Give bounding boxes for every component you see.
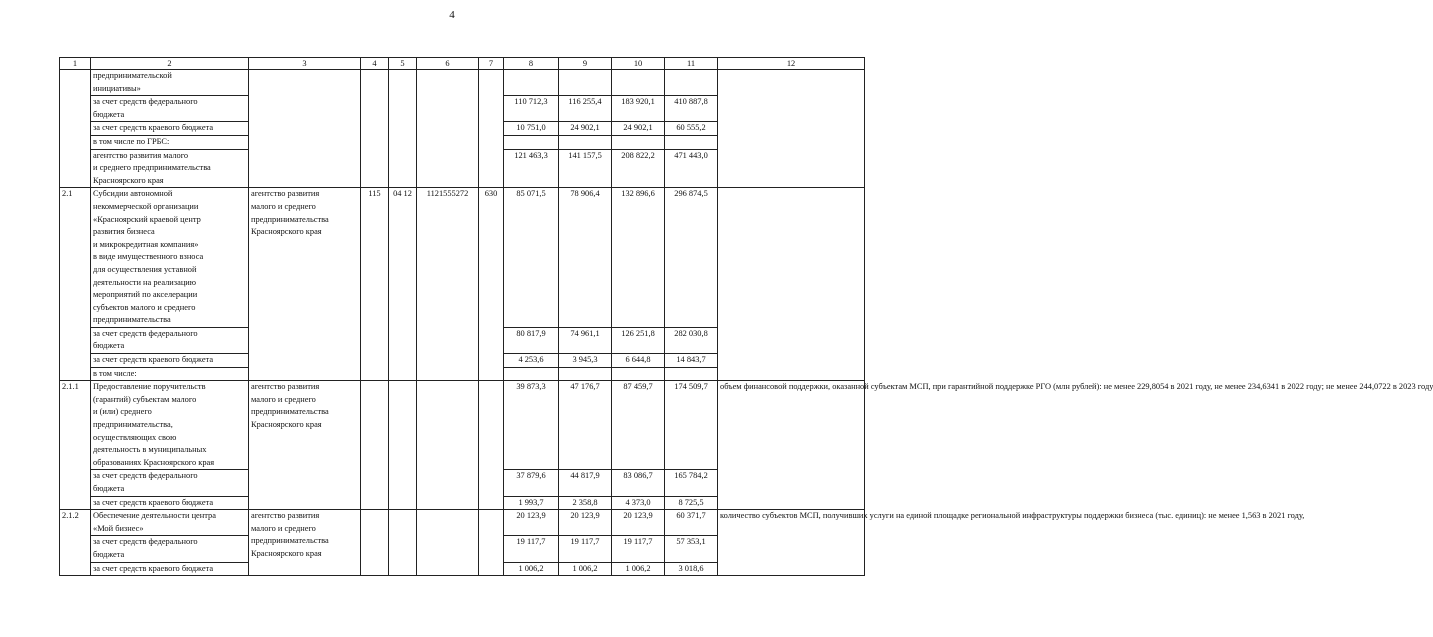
value-cell: 296 874,5	[665, 188, 718, 328]
value-cell: 20 123,9	[504, 510, 559, 536]
value-cell: 19 117,7	[559, 536, 612, 562]
agency-cell: агентство развития малого и среднего предпринимательства Красноярского края	[249, 510, 361, 576]
value-cell: 60 371,7	[665, 510, 718, 536]
value-cell: 14 843,7	[665, 354, 718, 368]
agency-cell	[249, 70, 361, 188]
budget-table	[59, 57, 1433, 576]
value-cell: 19 117,7	[504, 536, 559, 562]
value-cell: 1 993,7	[504, 496, 559, 510]
value-cell	[612, 367, 665, 381]
value-cell: 1 006,2	[612, 562, 665, 576]
result-cell	[718, 70, 865, 188]
value-cell: 20 123,9	[612, 510, 665, 536]
value-cell: 1 006,2	[559, 562, 612, 576]
value-cell: 282 030,8	[665, 327, 718, 353]
value-cell: 121 463,3	[504, 149, 559, 188]
value-cell: 19 117,7	[612, 536, 665, 562]
value-cell	[504, 135, 559, 149]
header-cell: 1	[60, 58, 91, 70]
value-cell: 3 945,3	[559, 354, 612, 368]
value-cell: 74 961,1	[559, 327, 612, 353]
description-cell: Обеспечение деятельности центра «Мой бизнес»	[91, 510, 249, 536]
description-cell: Предоставление поручительств (гарантий) субъектам малого и (или) среднего предпринимательства, осуществляющих свою деятельность в муниципальных образованиях Красноярского края	[91, 381, 249, 470]
value-cell: 132 896,6	[612, 188, 665, 328]
description-cell: Субсидии автономной некоммерческой организации «Красноярский краевой центр развития бизнеса и микрокредитная компания» в виде имущественного взноса для осуществления уставной деятельности на реализацию мероприятий по акселерации субъектов малого и среднего предпринимательства	[91, 188, 249, 328]
code-cell	[389, 70, 417, 188]
value-cell: 10 751,0	[504, 122, 559, 136]
page-number: 4	[449, 9, 455, 21]
value-cell: 44 817,9	[559, 470, 612, 496]
code-cell: 1121555272	[417, 188, 479, 381]
table-row	[60, 70, 865, 96]
code-cell	[361, 510, 389, 576]
value-cell: 80 817,9	[504, 327, 559, 353]
value-cell	[665, 135, 718, 149]
description-cell: за счет средств федерального бюджета	[91, 470, 249, 496]
description-cell: за счет средств краевого бюджета	[91, 496, 249, 510]
description-cell: в том числе по ГРБС:	[91, 135, 249, 149]
value-cell	[504, 367, 559, 381]
value-cell: 1 006,2	[504, 562, 559, 576]
value-cell	[504, 70, 559, 96]
value-cell: 60 555,2	[665, 122, 718, 136]
header-cell: 4	[361, 58, 389, 70]
code-cell	[479, 70, 504, 188]
result-cell	[718, 188, 865, 381]
value-cell: 85 071,5	[504, 188, 559, 328]
num-cell	[60, 70, 91, 188]
num-cell: 2.1.2	[60, 510, 91, 576]
code-cell	[479, 381, 504, 510]
value-cell	[559, 367, 612, 381]
num-cell: 2.1	[60, 188, 91, 381]
value-cell: 126 251,8	[612, 327, 665, 353]
value-cell: 37 879,6	[504, 470, 559, 496]
value-cell: 39 873,3	[504, 381, 559, 470]
agency-cell: агентство развития малого и среднего предпринимательства Красноярского края	[249, 188, 361, 381]
description-cell: предпринимательской инициативы»	[91, 70, 249, 96]
value-cell: 174 509,7	[665, 381, 718, 470]
header-cell: 9	[559, 58, 612, 70]
value-cell: 116 255,4	[559, 96, 612, 122]
code-cell: 04 12	[389, 188, 417, 381]
value-cell: 183 920,1	[612, 96, 665, 122]
code-cell	[389, 510, 417, 576]
value-cell	[665, 367, 718, 381]
description-cell: за счет средств краевого бюджета	[91, 354, 249, 368]
code-cell	[417, 70, 479, 188]
description-cell: за счет средств краевого бюджета	[91, 122, 249, 136]
value-cell: 87 459,7	[612, 381, 665, 470]
value-cell: 8 725,5	[665, 496, 718, 510]
value-cell: 57 353,1	[665, 536, 718, 562]
value-cell: 410 887,8	[665, 96, 718, 122]
header-cell: 5	[389, 58, 417, 70]
value-cell: 24 902,1	[612, 122, 665, 136]
code-cell	[389, 381, 417, 510]
value-cell: 208 822,2	[612, 149, 665, 188]
value-cell: 24 902,1	[559, 122, 612, 136]
value-cell	[559, 135, 612, 149]
header-cell: 8	[504, 58, 559, 70]
result-cell: количество субъектов МСП, получивших услуги на единой площадке региональной инфраструктуры поддержки бизнеса (тыс. единиц): не менее 1,563 в 2021 году,	[718, 510, 865, 576]
table-row	[60, 381, 865, 470]
table-row	[60, 188, 865, 328]
num-cell: 2.1.1	[60, 381, 91, 510]
value-cell: 110 712,3	[504, 96, 559, 122]
header-cell: 7	[479, 58, 504, 70]
value-cell: 47 176,7	[559, 381, 612, 470]
value-cell: 3 018,6	[665, 562, 718, 576]
description-cell: за счет средств краевого бюджета	[91, 562, 249, 576]
value-cell: 141 157,5	[559, 149, 612, 188]
value-cell: 20 123,9	[559, 510, 612, 536]
code-cell	[361, 381, 389, 510]
value-cell: 2 358,8	[559, 496, 612, 510]
code-cell	[479, 510, 504, 576]
value-cell	[665, 70, 718, 96]
description-cell: за счет средств федерального бюджета	[91, 96, 249, 122]
value-cell	[559, 70, 612, 96]
header-cell: 11	[665, 58, 718, 70]
value-cell	[612, 70, 665, 96]
header-cell: 2	[91, 58, 249, 70]
header-cell: 6	[417, 58, 479, 70]
description-cell: за счет средств федерального бюджета	[91, 327, 249, 353]
code-cell	[417, 510, 479, 576]
value-cell: 83 086,7	[612, 470, 665, 496]
value-cell: 4 373,0	[612, 496, 665, 510]
description-cell: в том числе:	[91, 367, 249, 381]
header-cell: 10	[612, 58, 665, 70]
header-cell: 3	[249, 58, 361, 70]
code-cell: 115	[361, 188, 389, 381]
code-cell: 630	[479, 188, 504, 381]
header-row	[60, 58, 865, 70]
code-cell	[361, 70, 389, 188]
header-cell: 12	[718, 58, 865, 70]
description-cell: за счет средств федерального бюджета	[91, 536, 249, 562]
code-cell	[417, 381, 479, 510]
value-cell	[612, 135, 665, 149]
agency-cell: агентство развития малого и среднего предпринимательства Красноярского края	[249, 381, 361, 510]
value-cell: 165 784,2	[665, 470, 718, 496]
value-cell: 78 906,4	[559, 188, 612, 328]
value-cell: 6 644,8	[612, 354, 665, 368]
result-cell: объем финансовой поддержки, оказанной субъектам МСП, при гарантийной поддержке РГО (млн рублей): не менее 229,8054 в 2021 году, не менее 234,6341 в 2022 году; не менее 244,0722 в 2023 году	[718, 381, 865, 510]
description-cell: агентство развития малого и среднего предпринимательства Красноярского края	[91, 149, 249, 188]
value-cell: 4 253,6	[504, 354, 559, 368]
table-row	[60, 510, 865, 536]
value-cell: 471 443,0	[665, 149, 718, 188]
